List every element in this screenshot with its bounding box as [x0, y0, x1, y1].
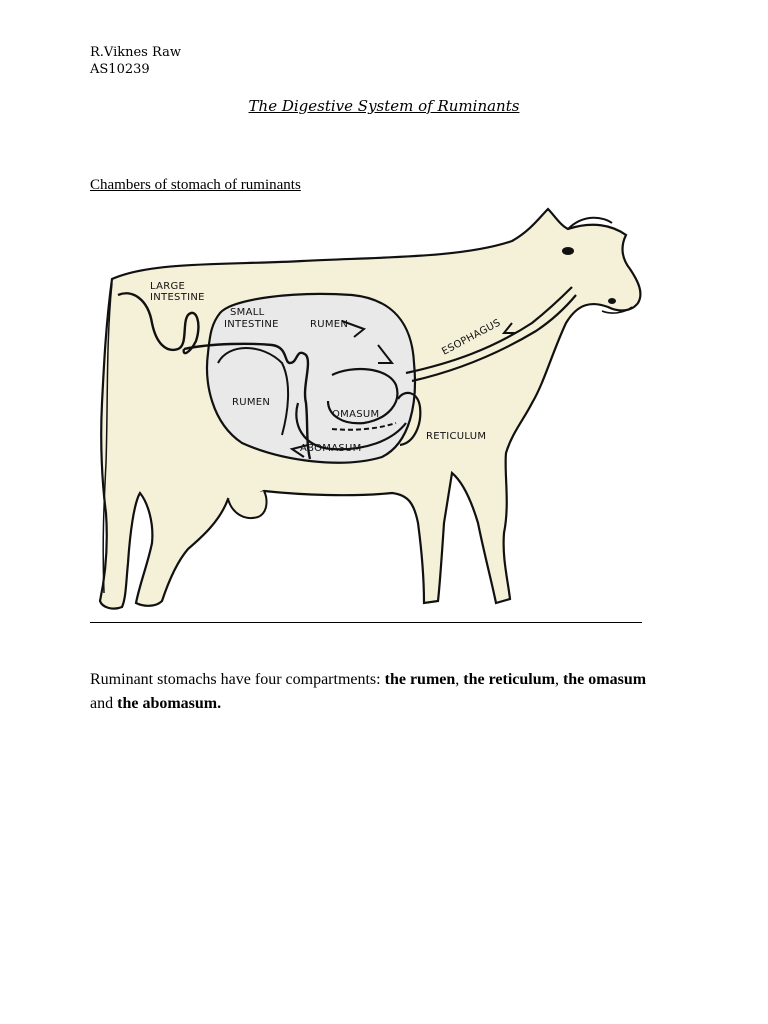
label-omasum: OMASUM — [332, 409, 380, 420]
label-rumen-top: RUMEN — [310, 319, 349, 330]
figure-divider — [90, 622, 642, 623]
cow-diagram-svg — [92, 203, 652, 623]
section-heading: Chambers of stomach of ruminants — [90, 177, 301, 193]
cow-eye — [562, 247, 574, 255]
cow-nostril — [608, 298, 616, 304]
summary-sep-1: , — [455, 671, 464, 688]
compartment-reticulum: the reticulum — [463, 671, 555, 688]
compartment-abomasum: the abomasum. — [117, 695, 222, 712]
author-block — [90, 44, 181, 78]
compartment-rumen: the rumen — [384, 671, 456, 688]
label-small-intestine-1: SMALL — [230, 307, 265, 318]
summary-sep-3: and — [90, 695, 118, 712]
document-title: The Digestive System of Ruminants — [248, 97, 520, 115]
compartment-omasum: the omasum — [562, 671, 647, 688]
author-id: AS10239 — [90, 62, 150, 77]
author-name: R.Viknes Raw — [90, 45, 181, 60]
label-esophagus: ESOPHAGUS — [440, 317, 503, 358]
cow-digestive-diagram — [92, 203, 652, 623]
label-reticulum: RETICULUM — [426, 431, 487, 442]
label-small-intestine-2: INTESTINE — [224, 319, 279, 330]
summary-intro: Ruminant stomachs have four compartments: — [90, 671, 385, 688]
label-large-intestine-1: LARGE — [150, 281, 186, 292]
label-abomasum: ABOMASUM — [300, 443, 362, 454]
label-large-intestine-2: INTESTINE — [150, 292, 205, 303]
summary-paragraph — [90, 668, 650, 716]
summary-sep-2: , — [554, 671, 563, 688]
label-rumen-left: RUMEN — [232, 397, 271, 408]
